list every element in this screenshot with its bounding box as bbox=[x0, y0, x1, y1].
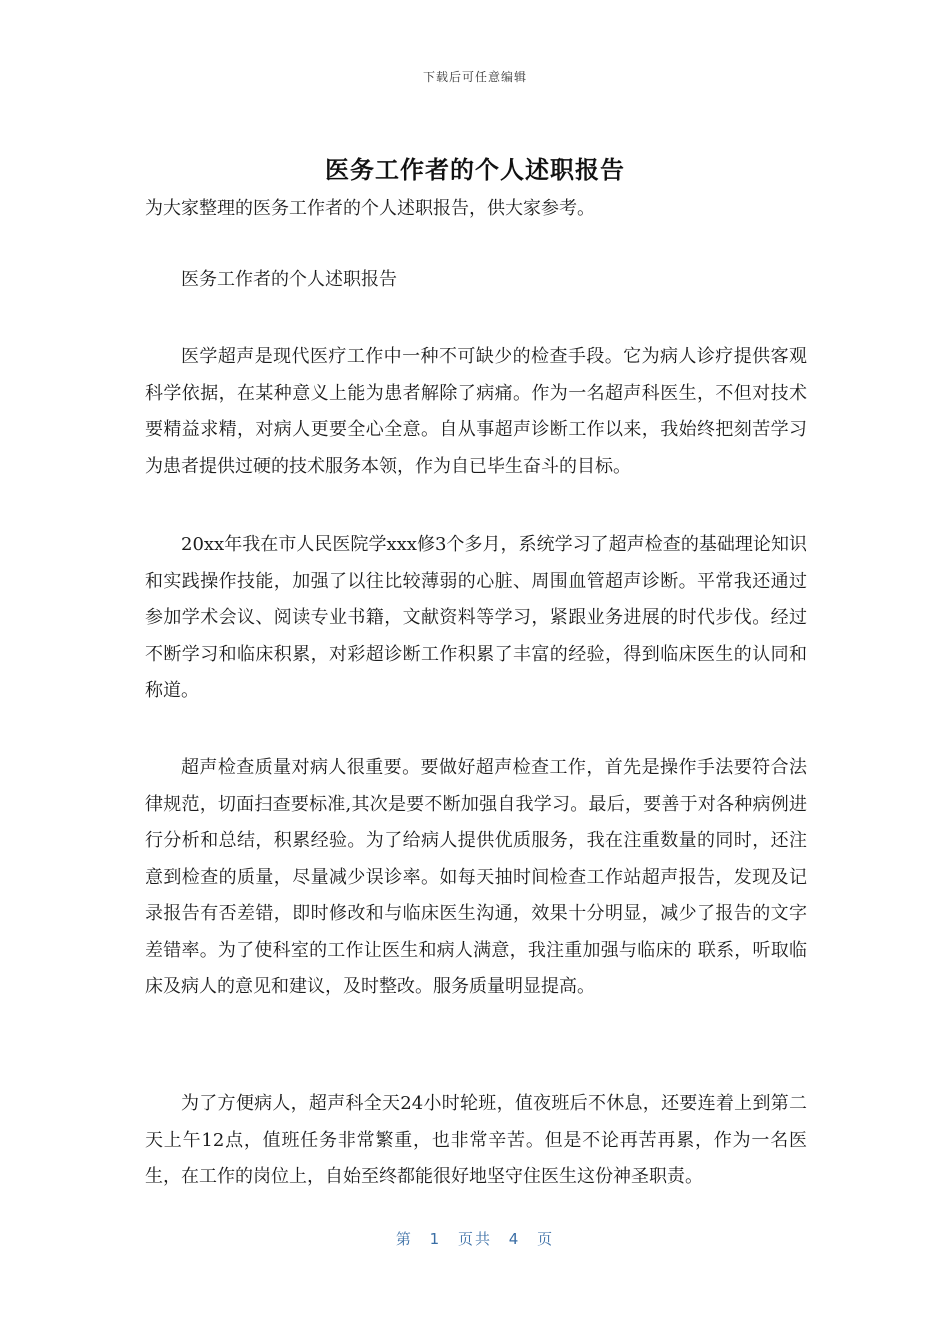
body-paragraph: 20xx年我在市人民医院学xxx修3个多月，系统学习了超声检查的基础理论知识和实践操作技能，加强了以往比较薄弱的心脏、周围血管超声诊断。平常我还通过参加学术会议、阅读专业书籍，文献资料等学习，紧跟业务进展的时代步伐。经过不断学习和临床积累，对彩超诊断工作积累了丰富的经验，得到临床医生的认同和称道。 bbox=[145, 534, 807, 701]
body-paragraph: 为了方便病人，超声科全天24小时轮班，值夜班后不休息，还要连着上到第二天上午12点，值班任务非常繁重，也非常辛苦。但是不论再苦再累，作为一名医生，在工作的岗位上，自始至终都能很好地坚守住医生这份神圣职责。 bbox=[145, 1093, 807, 1187]
page-number-footer: 第 1 页共 4 页 bbox=[395, 1230, 555, 1248]
document-title: 医务工作者的个人述职报告 bbox=[325, 156, 625, 184]
body-paragraph: 超声检查质量对病人很重要。要做好超声检查工作，首先是操作手法要符合法律规范，切面扫查要标准,其次是要不断加强自我学习。最后，要善于对各种病例进行分析和总结，积累经验。为了给病人提供优质服务，我在注重数量的同时，还注意到检查的质量，尽量减少误诊率。如每天抽时间检查工作站超声报告，发现及记录报告有否差错，即时修改和与临床医生沟通，效果十分明显，减少了报告的文字差错率。为了使科室的工作让医生和病人满意，我注重加强与临床的 联系，听取临床及病人的意见和建议，及时整改。服务质量明显提高。 bbox=[145, 757, 807, 997]
section-subtitle: 医务工作者的个人述职报告 bbox=[181, 269, 397, 290]
intro-paragraph: 为大家整理的医务工作者的个人述职报告，供大家参考。 bbox=[145, 198, 595, 219]
body-paragraph: 医学超声是现代医疗工作中一种不可缺少的检查手段。它为病人诊疗提供客观科学依据，在某种意义上能为患者解除了病痛。作为一名超声科医生，不但对技术要精益求精，对病人更要全心全意。自从事超声诊断工作以来，我始终把刻苦学习为患者提供过硬的技术服务本领，作为自已毕生奋斗的目标。 bbox=[145, 346, 807, 477]
header-note: 下载后可任意编辑 bbox=[422, 70, 527, 84]
